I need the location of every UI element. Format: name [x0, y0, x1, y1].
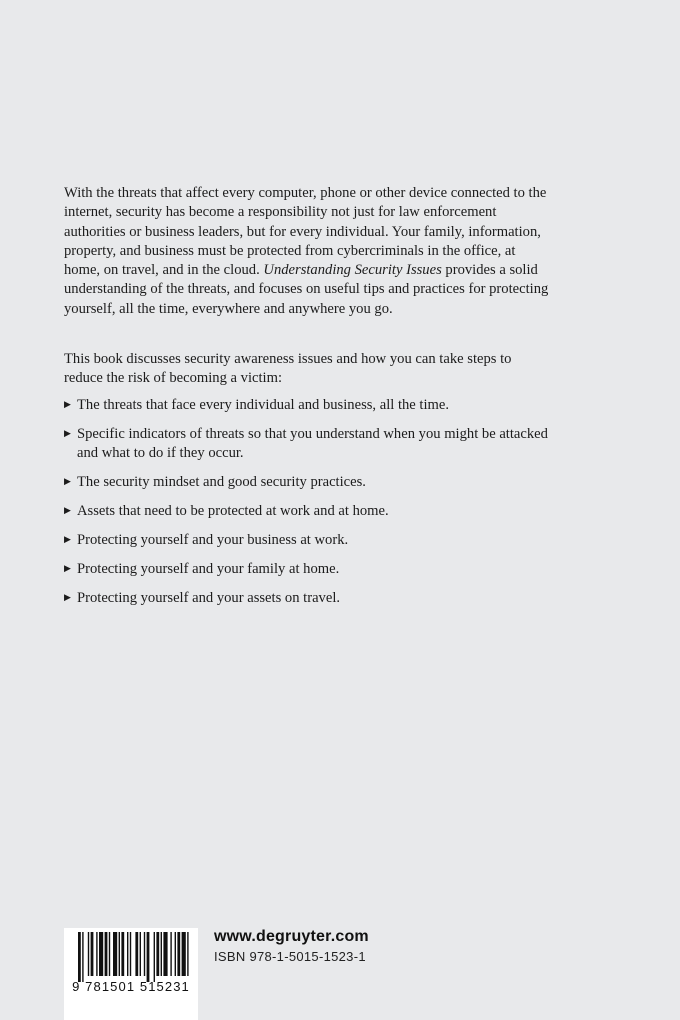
triangle-bullet-icon: ▶ [64, 563, 71, 574]
triangle-bullet-icon: ▶ [64, 428, 71, 439]
triangle-bullet-icon: ▶ [64, 477, 71, 488]
barcode-bar [182, 932, 186, 976]
list-item: ▶ Protecting yourself and your family at home. [64, 560, 550, 579]
barcode-bar [127, 932, 128, 976]
barcode-bar [105, 932, 108, 976]
barcode-bar [140, 932, 141, 976]
barcode-bar [154, 932, 155, 982]
barcode-bar [82, 932, 83, 982]
barcode-bar [88, 932, 89, 976]
barcode-bar [177, 932, 180, 976]
description-paragraph [64, 184, 550, 319]
barcode-bar [156, 932, 159, 976]
barcode-bar [144, 932, 145, 976]
list-item: ▶ Protecting yourself and your business at work. [64, 531, 550, 550]
barcode-bar [187, 932, 188, 976]
list-item: ▶ The security mindset and good security practices. [64, 473, 550, 492]
triangle-bullet-icon: ▶ [64, 592, 71, 603]
barcode-bar [91, 932, 94, 976]
barcode-bar [96, 932, 97, 976]
intro-text: With the threats that affect every computer, phone or other device connected to the internet, security has become a responsibility not just for law enforcement authorities or business leaders, but for every individual. Your family, information, property, and business must be protected from cybercriminals in the office, at home, on travel, and in the cloud. [64, 185, 547, 279]
list-item: ▶ Assets that need to be protected at work and at home. [64, 502, 550, 521]
barcode-bar [109, 932, 110, 976]
barcode-bar [99, 932, 103, 976]
barcode-bar [113, 932, 117, 976]
triangle-bullet-icon: ▶ [64, 505, 71, 516]
barcode-bar [175, 932, 176, 976]
barcode-bar [135, 932, 138, 976]
triangle-bullet-icon: ▶ [64, 534, 71, 545]
list-item: ▶ Protecting yourself and your assets on travel. [64, 589, 550, 608]
list-item: ▶ The threats that face every individual and business, all the time. [64, 396, 550, 415]
isbn-barcode [64, 928, 198, 1020]
bullet-list [64, 396, 550, 618]
list-item: ▶ Specific indicators of threats so that you understand when you might be attacked and what to do if they occur. [64, 425, 548, 462]
barcode-bar [147, 932, 150, 982]
book-title: Understanding Security Issues [263, 262, 442, 279]
triangle-bullet-icon: ▶ [64, 400, 71, 410]
isbn-number: ISBN 978-1-5015-1523-1 [214, 949, 366, 964]
barcode-bar [78, 932, 81, 982]
barcode-bar [163, 932, 167, 976]
list-intro: This book discusses security awareness issues and how you can take steps to reduce the risk of becoming a victim: [64, 351, 512, 387]
barcode-bar [119, 932, 120, 976]
barcode-digits: 9 781501 515231 [72, 979, 190, 994]
barcode-bar [170, 932, 171, 976]
intro-text-continued: provides a solid understanding of the threats, and focuses on useful tips and practices for protecting yourself, all the time, everywhere and anywhere you go. [64, 262, 549, 317]
publisher-url: www.degruyter.com [214, 928, 369, 945]
barcode-bar [161, 932, 162, 976]
barcode-bars [64, 928, 198, 1020]
barcode-bar [130, 932, 131, 976]
barcode-bar [121, 932, 124, 976]
